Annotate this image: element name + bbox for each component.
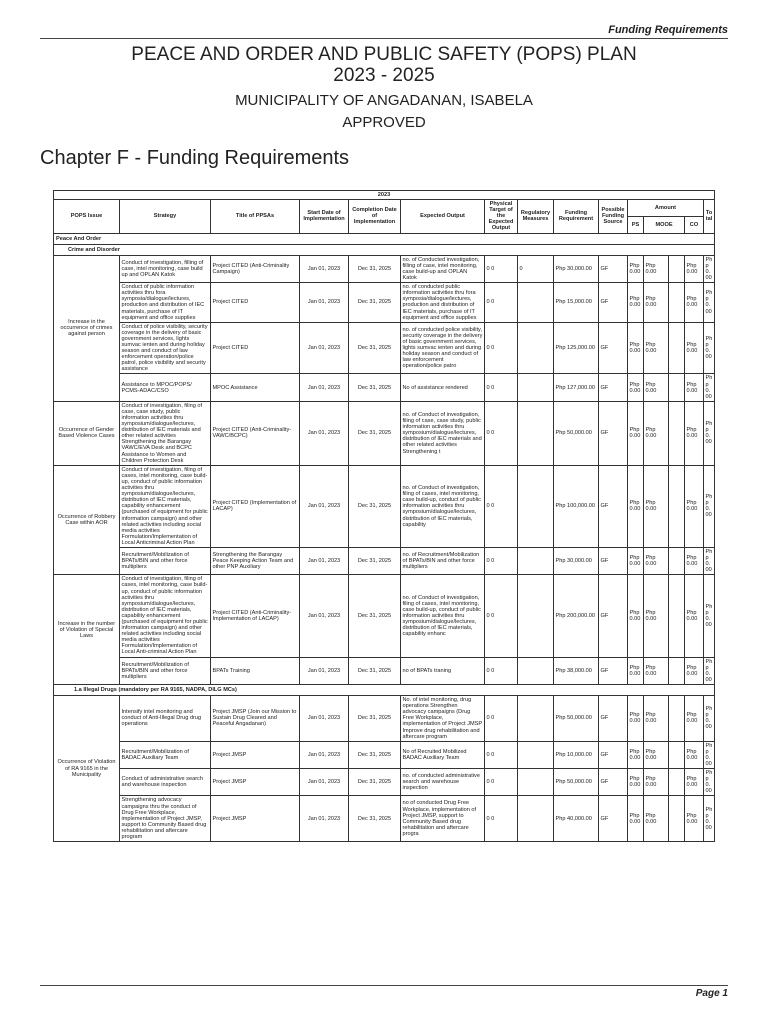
- ps-cell: Php 0.00: [628, 696, 644, 742]
- mooe-cell: Php 0.00: [644, 465, 669, 547]
- mooe-blank-cell: [669, 401, 685, 465]
- mooe-blank-cell: [669, 575, 685, 657]
- title-line-1: PEACE AND ORDER AND PUBLIC SAFETY (POPS) PLAN: [131, 44, 637, 65]
- regulatory-cell: [518, 575, 554, 657]
- table-row: [54, 401, 715, 465]
- mooe-blank-cell: [669, 547, 685, 574]
- funding-cell: Php 125,000.00: [554, 322, 599, 374]
- funding-cell: Php 100,000.00: [554, 465, 599, 547]
- ps-cell: Php 0.00: [628, 374, 644, 401]
- start-date-cell: Jan 01, 2023: [300, 322, 349, 374]
- regulatory-cell: [518, 547, 554, 574]
- physical-target-cell: 0 0: [485, 547, 518, 574]
- ps-cell: Php 0.00: [628, 796, 644, 842]
- ps-cell: Php 0.00: [628, 401, 644, 465]
- co-cell: Php 0.00: [685, 283, 704, 323]
- physical-target-cell: 0 0: [485, 322, 518, 374]
- completion-date-cell: Dec 31, 2025: [349, 401, 401, 465]
- subsection-row: [54, 684, 715, 695]
- completion-date-cell: Dec 31, 2025: [349, 796, 401, 842]
- mooe-cell: Php 0.00: [644, 575, 669, 657]
- physical-target-cell: 0 0: [485, 575, 518, 657]
- ppsa-cell: Project CITED (Implementation of LACAP): [211, 465, 300, 547]
- mooe-blank-cell: [669, 322, 685, 374]
- strategy-cell: Assistance to MPOC/POPS/ PCMS-ADAC/CSO: [120, 374, 211, 401]
- table-body: [54, 233, 715, 842]
- ps-cell: Php 0.00: [628, 547, 644, 574]
- regulatory-cell: [518, 465, 554, 547]
- expected-output-cell: No. of intel monitoring, drug operations Strengthen advocacy campaigns (Drug Free Workplace, implementation of Project JMSP Improve drug rehabilitation and aftercare program: [401, 696, 485, 742]
- total-cell: Php 0.00: [704, 255, 715, 282]
- start-date-cell: Jan 01, 2023: [300, 657, 349, 684]
- physical-target-cell: 0 0: [485, 465, 518, 547]
- col-strategy: Strategy: [120, 200, 211, 233]
- ps-cell: Php 0.00: [628, 255, 644, 282]
- completion-date-cell: Dec 31, 2025: [349, 374, 401, 401]
- funding-cell: Php 15,000.00: [554, 283, 599, 323]
- strategy-cell: Conduct of public information activities thru fora symposia/dialogue/lectures, production and distribution of IEC materials, purchase of IT equipment and office supplies: [120, 283, 211, 323]
- mooe-blank-cell: [669, 465, 685, 547]
- ppsa-cell: Project CITED: [211, 283, 300, 323]
- approval-status: APPROVED: [342, 114, 426, 131]
- strategy-cell: Recruitment/Mobilization of BPATs/BIN and other force multipliers: [120, 657, 211, 684]
- regulatory-cell: [518, 741, 554, 768]
- chapter-heading: Chapter F - Funding Requirements: [40, 147, 350, 169]
- expected-output-cell: no. of Conduct of investigation, filing of cases, intel monitoring, case build-up, conduct of public information activities thru symposium/dialogue/lectures, distribution of IEC materials, capability: [401, 465, 485, 547]
- strategy-cell: Conduct of investigation, filling of case, intel monitoring, case build up and OPLAN Katok: [120, 255, 211, 282]
- total-cell: Php 0.00: [704, 283, 715, 323]
- section-row: [54, 233, 715, 244]
- funding-cell: Php 50,000.00: [554, 401, 599, 465]
- total-cell: Php 0.00: [704, 547, 715, 574]
- co-cell: Php 0.00: [685, 741, 704, 768]
- regulatory-cell: [518, 769, 554, 796]
- col-ppsa: Title of PPSAs: [211, 200, 300, 233]
- strategy-cell: Conduct of administrative search and warehouse inspection: [120, 769, 211, 796]
- table-row: [54, 322, 715, 374]
- total-cell: Php 0.00: [704, 322, 715, 374]
- table-row: [54, 575, 715, 657]
- expected-output-cell: no. of conducted administrative search and warehouse inspection: [401, 769, 485, 796]
- mooe-blank-cell: [669, 374, 685, 401]
- source-cell: GF: [599, 657, 628, 684]
- mooe-blank-cell: [669, 796, 685, 842]
- table-row: [54, 741, 715, 768]
- mooe-blank-cell: [669, 741, 685, 768]
- expected-output-cell: no of BPATs traning: [401, 657, 485, 684]
- mooe-cell: Php 0.00: [644, 696, 669, 742]
- col-regulatory: Regulatory Measures: [518, 200, 554, 233]
- total-cell: Php 0.00: [704, 374, 715, 401]
- col-co: CO: [685, 216, 704, 233]
- table-row: [54, 547, 715, 574]
- mooe-blank-cell: [669, 696, 685, 742]
- source-cell: GF: [599, 465, 628, 547]
- municipality-title: MUNICIPALITY OF ANGADANAN, ISABELA: [235, 92, 533, 109]
- physical-target-cell: 0 0: [485, 696, 518, 742]
- expected-output-cell: no. of conducted police visibility, security coverage in the delivery of basic government services, lights sumvac ienten and during holiday season and conduct of law enforcement operation/police patro: [401, 322, 485, 374]
- physical-target-cell: 0 0: [485, 255, 518, 282]
- col-expected-output: Expected Output: [401, 200, 485, 233]
- regulatory-cell: [518, 401, 554, 465]
- expected-output-cell: No of assistance rendered: [401, 374, 485, 401]
- ppsa-cell: Strengthening the Barangay Peace Keeping Action Team and other PNP Auxiliary: [211, 547, 300, 574]
- mooe-cell: Php 0.00: [644, 374, 669, 401]
- section-label: Peace And Order: [54, 233, 715, 244]
- funding-cell: Php 38,000.00: [554, 657, 599, 684]
- year-header: 2023: [54, 191, 715, 200]
- table-row: [54, 796, 715, 842]
- total-cell: Php 0.00: [704, 769, 715, 796]
- strategy-cell: Conduct of investigation, filing of case, case study, public information activities thru symposium/dialogue/lectures, distribution of IEC materials and other related activities Strengthening the Barangay VAWC/EVA Desk and BCPC Assistance to Women and Children Protection Desk: [120, 401, 211, 465]
- source-cell: GF: [599, 547, 628, 574]
- total-cell: Php 0.00: [704, 696, 715, 742]
- mooe-blank-cell: [669, 769, 685, 796]
- physical-target-cell: 0 0: [485, 657, 518, 684]
- col-start-date: Start Date of Implementation: [300, 200, 349, 233]
- document-title: [0, 44, 768, 86]
- table-row: [54, 374, 715, 401]
- table-row: [54, 283, 715, 323]
- regulatory-cell: 0: [518, 255, 554, 282]
- ppsa-cell: Project CITED (Anti-Criminality Campaign): [211, 255, 300, 282]
- col-amount: Amount: [628, 200, 704, 217]
- regulatory-cell: [518, 283, 554, 323]
- ps-cell: Php 0.00: [628, 657, 644, 684]
- co-cell: Php 0.00: [685, 401, 704, 465]
- mooe-cell: Php 0.00: [644, 547, 669, 574]
- funding-cell: Php 50,000.00: [554, 769, 599, 796]
- physical-target-cell: 0 0: [485, 741, 518, 768]
- regulatory-cell: [518, 322, 554, 374]
- strategy-cell: Intensify intel monitoring and conduct of Anti-Illegal Drug drug operations: [120, 696, 211, 742]
- co-cell: Php 0.00: [685, 796, 704, 842]
- ppsa-cell: Project CITED: [211, 322, 300, 374]
- ppsa-cell: Project JMSP: [211, 796, 300, 842]
- source-cell: GF: [599, 283, 628, 323]
- strategy-cell: Conduct of investigation, filing of cases, intel monitoring, case build-up, conduct of public information activities thru symposium/dialogue/lectures, distribution of IEC materials, capability enhancement (purchased of equipment for public information campaign) and other related activities including social media activities Formulation/Implementation of Local Anti-criminal Action Plan: [120, 575, 211, 657]
- co-cell: Php 0.00: [685, 374, 704, 401]
- mooe-cell: Php 0.00: [644, 769, 669, 796]
- ppsa-cell: Project JMSP: [211, 741, 300, 768]
- funding-cell: Php 200,000.00: [554, 575, 599, 657]
- start-date-cell: Jan 01, 2023: [300, 696, 349, 742]
- source-cell: GF: [599, 401, 628, 465]
- ps-cell: Php 0.00: [628, 465, 644, 547]
- funding-cell: Php 40,000.00: [554, 796, 599, 842]
- mooe-cell: Php 0.00: [644, 283, 669, 323]
- source-cell: GF: [599, 769, 628, 796]
- ps-cell: Php 0.00: [628, 769, 644, 796]
- co-cell: Php 0.00: [685, 547, 704, 574]
- physical-target-cell: 0 0: [485, 401, 518, 465]
- year-row: [54, 191, 715, 200]
- funding-cell: Php 10,000.00: [554, 741, 599, 768]
- source-cell: GF: [599, 255, 628, 282]
- funding-table: [53, 190, 715, 842]
- completion-date-cell: Dec 31, 2025: [349, 283, 401, 323]
- mooe-cell: Php 0.00: [644, 657, 669, 684]
- completion-date-cell: Dec 31, 2025: [349, 696, 401, 742]
- regulatory-cell: [518, 696, 554, 742]
- footer-rule: [40, 985, 728, 986]
- total-cell: Php 0.00: [704, 465, 715, 547]
- co-cell: Php 0.00: [685, 696, 704, 742]
- completion-date-cell: Dec 31, 2025: [349, 657, 401, 684]
- physical-target-cell: 0 0: [485, 283, 518, 323]
- ps-cell: Php 0.00: [628, 283, 644, 323]
- mooe-cell: Php 0.00: [644, 322, 669, 374]
- expected-output-cell: no. of conducted public information activities thru fora symposia/dialogue/lectures, production and distribution of IEC materials, purchase of IT equipment and office supplies: [401, 283, 485, 323]
- ps-cell: Php 0.00: [628, 741, 644, 768]
- source-cell: GF: [599, 741, 628, 768]
- ppsa-cell: BPATs Training: [211, 657, 300, 684]
- mooe-cell: Php 0.00: [644, 255, 669, 282]
- start-date-cell: Jan 01, 2023: [300, 575, 349, 657]
- subsection-label: 1.a Illegal Drugs (mandatory per RA 9165, NADPA, DILG MCs): [54, 684, 715, 695]
- pops-issue-cell: Occurrence of Gender Based Violence Cases: [54, 401, 120, 465]
- pops-issue-cell: Increase in the number of Violation of Special Laws: [54, 575, 120, 685]
- completion-date-cell: Dec 31, 2025: [349, 255, 401, 282]
- start-date-cell: Jan 01, 2023: [300, 741, 349, 768]
- source-cell: GF: [599, 696, 628, 742]
- funding-cell: Php 30,000.00: [554, 255, 599, 282]
- ppsa-cell: Project CITED (Anti-Criminality-VAWC/BCPC): [211, 401, 300, 465]
- source-cell: GF: [599, 322, 628, 374]
- col-completion-date: Completion Date of Implementation: [349, 200, 401, 233]
- start-date-cell: Jan 01, 2023: [300, 465, 349, 547]
- col-ps: PS: [628, 216, 644, 233]
- subsection-row: [54, 244, 715, 255]
- ps-cell: Php 0.00: [628, 322, 644, 374]
- strategy-cell: Conduct of investigation, filing of cases, intel monitoring, case build-up, conduct of public information activities thru symposium/dialogue/lectures, distribution of IEC materials, capability enhancement (purchased of equipment for public information campaign) and other related activities including social media activities Formulation/Implementation of Local Anticriminal Action Plan: [120, 465, 211, 547]
- ps-cell: Php 0.00: [628, 575, 644, 657]
- header-row: [54, 200, 715, 217]
- completion-date-cell: Dec 31, 2025: [349, 769, 401, 796]
- co-cell: Php 0.00: [685, 657, 704, 684]
- expected-output-cell: no. of Conduct of investigation, filing of cases, intel monitoring, case build-up, conduct of public information activities thru symposium/dialogue/lectures, distribution of IEC materials, capability enhanc: [401, 575, 485, 657]
- expected-output-cell: no. of Recruitment/Mobilization of BPATs/BIN and other force multipliers: [401, 547, 485, 574]
- pops-issue-cell: Increase in the occurrence of crimes against person: [54, 255, 120, 401]
- regulatory-cell: [518, 374, 554, 401]
- expected-output-cell: no. of Conduct of investigation, filing of case, case study, public information activities thru symposium/dialogue/lectures, distribution of IEC materials and other related activities Strengthening t: [401, 401, 485, 465]
- table-row: [54, 465, 715, 547]
- start-date-cell: Jan 01, 2023: [300, 796, 349, 842]
- mooe-cell: Php 0.00: [644, 741, 669, 768]
- co-cell: Php 0.00: [685, 769, 704, 796]
- col-funding: Funding Requirement: [554, 200, 599, 233]
- strategy-cell: Recruitment/Mobilization of BPATs/BIN and other force multipliers: [120, 547, 211, 574]
- mooe-cell: Php 0.00: [644, 796, 669, 842]
- co-cell: Php 0.00: [685, 465, 704, 547]
- funding-table-container: [53, 190, 714, 842]
- completion-date-cell: Dec 31, 2025: [349, 322, 401, 374]
- funding-cell: Php 30,000.00: [554, 547, 599, 574]
- col-pops-issue: POPS Issue: [54, 200, 120, 233]
- total-cell: Php 0.00: [704, 657, 715, 684]
- mooe-blank-cell: [669, 283, 685, 323]
- strategy-cell: Conduct of police visibility, security coverage in the delivery of basic government services, lights sumvac ienten and during holiday season and conduct of law enforcement operation/police patrol, police visibility and security assistance: [120, 322, 211, 374]
- completion-date-cell: Dec 31, 2025: [349, 741, 401, 768]
- ppsa-cell: MPOC Assistance: [211, 374, 300, 401]
- total-cell: Php 0.00: [704, 796, 715, 842]
- total-cell: Php 0.00: [704, 741, 715, 768]
- strategy-cell: Strengthening advocacy campaigns thru the conduct of Drug Free Workplace, implementation of Project JMSP, support to Community Based drug rehabilitation and aftercare program: [120, 796, 211, 842]
- completion-date-cell: Dec 31, 2025: [349, 465, 401, 547]
- total-cell: Php 0.00: [704, 401, 715, 465]
- completion-date-cell: Dec 31, 2025: [349, 575, 401, 657]
- ppsa-cell: Project JMSP: [211, 769, 300, 796]
- funding-cell: Php 50,000.00: [554, 696, 599, 742]
- col-source: Possible Funding Source: [599, 200, 628, 233]
- start-date-cell: Jan 01, 2023: [300, 547, 349, 574]
- total-cell: Php 0.00: [704, 575, 715, 657]
- co-cell: Php 0.00: [685, 255, 704, 282]
- header-rule: [40, 38, 728, 39]
- col-total: Total: [704, 200, 715, 233]
- physical-target-cell: 0 0: [485, 796, 518, 842]
- expected-output-cell: no. of Conducted investigation, filling of case, intel monitoring, case build-up and OPLAN Katok: [401, 255, 485, 282]
- expected-output-cell: No of Recruited Mobilized BADAC Auxiliary Team: [401, 741, 485, 768]
- table-row: [54, 255, 715, 282]
- page-number: Page 1: [695, 988, 728, 999]
- physical-target-cell: 0 0: [485, 374, 518, 401]
- regulatory-cell: [518, 796, 554, 842]
- pops-issue-cell: Occurrence of Robbery Case within AOR: [54, 465, 120, 575]
- running-header: Funding Requirements: [608, 24, 728, 36]
- mooe-cell: Php 0.00: [644, 401, 669, 465]
- table-row: [54, 769, 715, 796]
- title-line-2: 2023 - 2025: [333, 65, 435, 86]
- source-cell: GF: [599, 796, 628, 842]
- start-date-cell: Jan 01, 2023: [300, 401, 349, 465]
- table-row: [54, 657, 715, 684]
- completion-date-cell: Dec 31, 2025: [349, 547, 401, 574]
- col-mooe: MOOE: [644, 216, 685, 233]
- ppsa-cell: Project CITED (Anti-Criminality-Implementation of LACAP): [211, 575, 300, 657]
- mooe-blank-cell: [669, 657, 685, 684]
- col-physical-target: Physical Target of the Expected Output: [485, 200, 518, 233]
- expected-output-cell: no of conducted Drug Free Workplace, implementation of Project JMSP, support to Community Based drug rehabilitation and aftercare progra: [401, 796, 485, 842]
- start-date-cell: Jan 01, 2023: [300, 374, 349, 401]
- mooe-blank-cell: [669, 255, 685, 282]
- table-row: [54, 696, 715, 742]
- ppsa-cell: Project JMSP (Join our Mission to Sustain Drug Cleared and Peaceful Angadanan): [211, 696, 300, 742]
- start-date-cell: Jan 01, 2023: [300, 769, 349, 796]
- funding-cell: Php 127,000.00: [554, 374, 599, 401]
- regulatory-cell: [518, 657, 554, 684]
- strategy-cell: Recruitment/Mobilization of BADAC Auxiliary Team: [120, 741, 211, 768]
- start-date-cell: Jan 01, 2023: [300, 255, 349, 282]
- co-cell: Php 0.00: [685, 575, 704, 657]
- pops-issue-cell: Occurrence of Violation of RA 9165 in the Municipality: [54, 696, 120, 842]
- source-cell: GF: [599, 374, 628, 401]
- subsection-label: Crime and Disorder: [54, 244, 715, 255]
- source-cell: GF: [599, 575, 628, 657]
- co-cell: Php 0.00: [685, 322, 704, 374]
- start-date-cell: Jan 01, 2023: [300, 283, 349, 323]
- physical-target-cell: 0 0: [485, 769, 518, 796]
